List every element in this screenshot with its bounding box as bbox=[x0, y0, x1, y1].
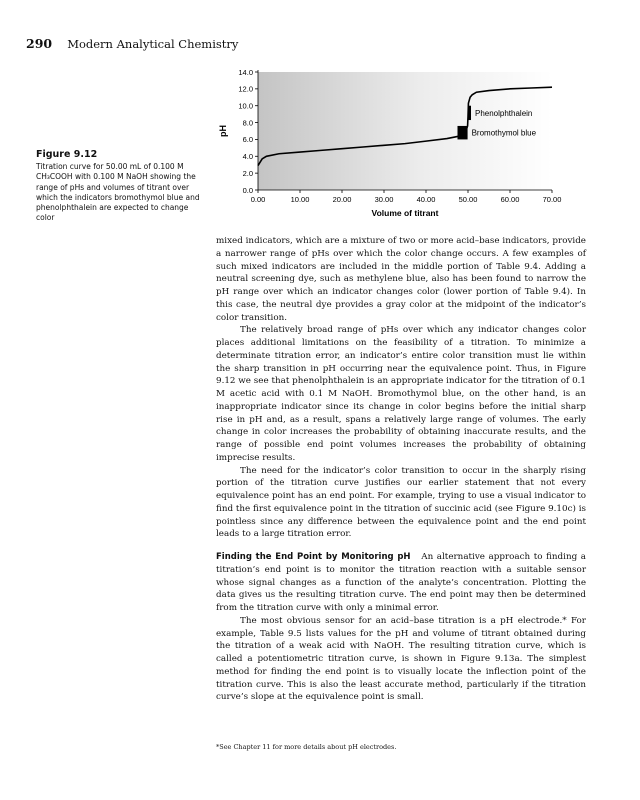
footnote: *See Chapter 11 for more details about pH electrodes. bbox=[216, 743, 397, 751]
x-tick-label: 60.00 bbox=[500, 195, 520, 204]
paragraph-4 bbox=[216, 551, 586, 615]
x-tick-label: 20.00 bbox=[332, 195, 352, 204]
x-axis-label: Volume of titrant bbox=[371, 208, 439, 218]
y-tick-label: 0.0 bbox=[242, 185, 253, 195]
figure-caption bbox=[36, 150, 206, 223]
y-tick-label: 10.0 bbox=[238, 101, 253, 111]
y-tick-label: 14.0 bbox=[238, 67, 253, 77]
x-tick-label: 50.00 bbox=[458, 195, 478, 204]
running-title: Modern Analytical Chemistry bbox=[67, 37, 239, 51]
figure-caption-text: Titration curve for 50.00 mL of 0.100 M CH₃COOH with 0.100 M NaOH showing the range of pHs and volumes of titrant over which the indicators bromothymol blue and phenolphthalein are expected to change color bbox=[36, 162, 200, 223]
page-header bbox=[26, 33, 238, 52]
section-run-in-heading: Finding the End Point by Monitoring pH bbox=[216, 552, 411, 562]
paragraph-5: The most obvious sensor for an acid–base titration is a pH electrode.* For example, Table 9.5 lists values for the pH and volume of titrant obtained during the titration of a weak acid with NaOH. The resulting titration curve, which is called a potentiometric titration curve, is shown in Figure 9.13a. The simplest method for finding the end point is to visually locate the inflection point of the titration curve. This is also the least accurate method, particularly if the titration curve’s slope at the equivalence point is small. bbox=[216, 615, 586, 703]
paragraph-1: mixed indicators, which are a mixture of two or more acid–base indicators, provide a narrower range of pHs over which the color change occurs. A few examples of such mixed indicators are included in the middle portion of Table 9.4. Adding a neutral screening dye, such as methylene blue, also has been found to narrow the pH range over which an indicator changes color (lower portion of Table 9.4). In this case, the neutral dye provides a gray color at the midpoint of the indicator’s color transition. bbox=[216, 236, 586, 323]
y-axis-label: pH bbox=[218, 125, 228, 137]
page-number: 290 bbox=[26, 36, 53, 51]
paragraph-3: The need for the indicator’s color transition to occur in the sharply rising portion of the titration curve justifies our earlier statement that not every equivalence point has an end point. For example, trying to use a visual indicator to find the first equivalence point in the titration of succinic acid (see Figure 9.10c) is pointless since any difference between the equivalence point and the end point leads to a large titration error. bbox=[216, 465, 586, 540]
x-tick-label: 0.00 bbox=[250, 195, 266, 204]
body-text bbox=[216, 235, 586, 704]
x-tick-label: 10.00 bbox=[290, 195, 310, 204]
indicator-label: Bromothymol blue bbox=[471, 128, 537, 138]
y-tick-label: 4.0 bbox=[242, 152, 253, 162]
paragraph-4-text: An alternative approach to finding a titration’s end point is to monitor the titration reaction with a suitable sensor whose signal changes as a function of the analyte’s concentration. Plotting the data gives us the resulting titration curve. The end point may then be determined from the titration curve with only a minimal error. bbox=[216, 552, 586, 613]
y-axis bbox=[238, 68, 258, 195]
figure-label: Figure 9.12 bbox=[36, 149, 98, 160]
x-tick-label: 30.00 bbox=[374, 195, 394, 204]
indicator-label: Phenolphthalein bbox=[475, 108, 533, 118]
y-tick-label: 8.0 bbox=[242, 118, 253, 128]
x-tick-label: 40.00 bbox=[416, 195, 436, 204]
x-tick-label: 70.00 bbox=[542, 195, 562, 204]
y-tick-label: 6.0 bbox=[242, 135, 253, 145]
paragraph-2: The relatively broad range of pHs over which any indicator changes color places additional limitations on the feasibility of a titration. To minimize a determinate titration error, an indicator’s entire color transition must lie within the sharp transition in pH occurring near the equivalence point. Thus, in Figure 9.12 we see that phenolphthalein is an appropriate indicator for the titration of 0.1 M acetic acid with 0.1 M NaOH. Bromothymol blue, on the other hand, is an inappropriate indicator since its change in color begins before the initial sharp rise in pH and, as a result, spans a relatively large range of volumes. The early change in color increases the probability of obtaining inaccurate results, and the range of possible end point volumes increases the probability of obtaining imprecise results. bbox=[216, 325, 586, 463]
y-tick-label: 12.0 bbox=[238, 84, 253, 94]
y-tick-label: 2.0 bbox=[242, 168, 253, 178]
titration-chart bbox=[208, 62, 578, 227]
x-axis bbox=[251, 190, 562, 204]
